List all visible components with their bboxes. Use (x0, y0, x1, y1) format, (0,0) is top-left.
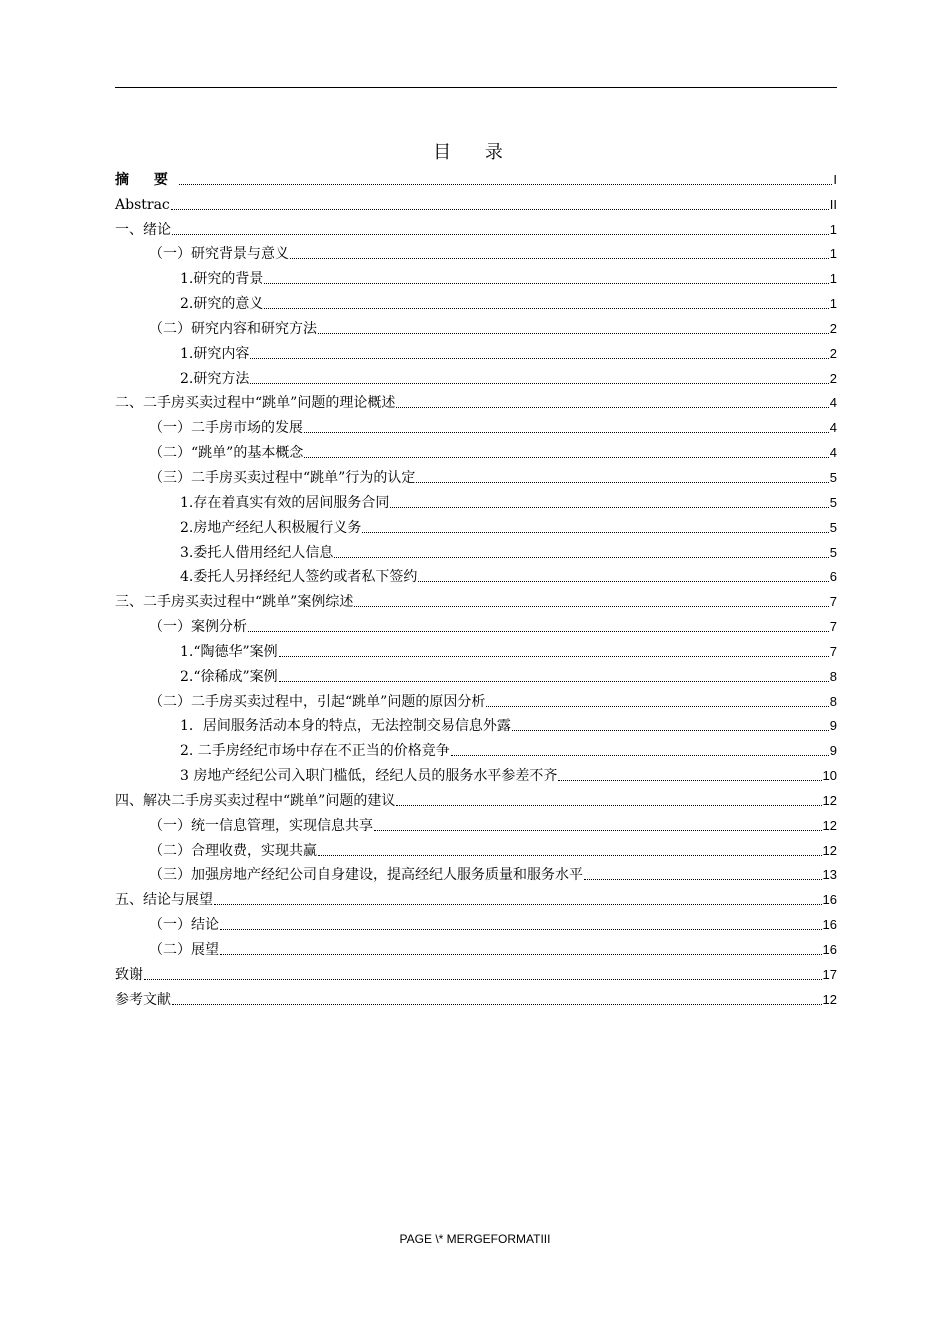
toc-entry[interactable] (115, 190, 837, 215)
toc-entry[interactable] (115, 985, 837, 1010)
toc-title: 目 录 (433, 142, 517, 163)
toc-dot-leader (220, 929, 822, 930)
toc-entry-page-number: 2 (829, 320, 837, 336)
toc-entry-page-number: I (833, 171, 837, 187)
toc-entry[interactable] (115, 488, 837, 513)
toc-dot-leader (390, 507, 828, 508)
toc-entry-title: （三）加强房地产经纪公司自身建设，提高经纪人服务质量和服务水平 (149, 867, 583, 884)
toc-entry[interactable] (115, 861, 837, 886)
toc-entry[interactable] (115, 612, 837, 637)
toc-entry-title: （一）统一信息管理，实现信息共享 (149, 817, 373, 834)
toc-entry-title: 五、结论与展望 (115, 892, 213, 909)
toc-entry-page-number: 2 (829, 370, 837, 386)
toc-dot-leader (220, 954, 822, 955)
toc-dot-leader (362, 532, 828, 533)
toc-entry-page-number: 2 (829, 345, 837, 361)
toc-entry-title: 参考文献 (115, 991, 171, 1008)
toc-dot-leader (179, 184, 833, 185)
toc-entry-title: 四、解决二手房买卖过程中“跳单”问题的建议 (115, 792, 396, 809)
toc-entry[interactable] (115, 637, 837, 662)
toc-entry[interactable] (115, 935, 837, 960)
toc-entry-title: （二）二手房买卖过程中，引起“跳单”问题的原因分析 (149, 693, 486, 710)
toc-entry-page-number: 16 (822, 892, 837, 908)
toc-entry[interactable] (115, 314, 837, 339)
toc-entry-title: （二）合理收费，实现共赢 (149, 842, 317, 859)
toc-entry[interactable] (115, 264, 837, 289)
toc-entry-page-number: 12 (822, 792, 837, 808)
toc-entry[interactable] (115, 960, 837, 985)
toc-entry[interactable] (115, 165, 837, 190)
toc-entry-title: 一、绪论 (115, 221, 171, 238)
toc-entry-page-number: 8 (829, 668, 837, 684)
toc-entry[interactable] (115, 339, 837, 364)
toc-entry-page-number: 5 (829, 469, 837, 485)
toc-dot-leader (250, 358, 828, 359)
toc-dot-leader (396, 407, 828, 408)
toc-entry-page-number: 13 (822, 867, 837, 883)
toc-entry-page-number: 1 (829, 296, 837, 312)
toc-entry-page-number: 1 (829, 246, 837, 262)
toc-entry-title: 2.研究方法 (180, 370, 250, 387)
toc-dot-leader (486, 706, 828, 707)
toc-entry-page-number: 12 (822, 991, 837, 1007)
toc-entry-page-number: 9 (829, 718, 837, 734)
toc-entry-title: （二）展望 (149, 942, 219, 958)
toc-entry-page-number: 9 (829, 743, 837, 759)
toc-entry[interactable] (115, 513, 837, 538)
toc-entry[interactable] (115, 587, 837, 612)
toc-entry[interactable] (115, 389, 837, 414)
toc-entry-title: 1.研究内容 (180, 345, 250, 362)
toc-dot-leader (290, 258, 829, 259)
toc-entry-title: 2. 二手房经纪市场中存在不正当的价格竞争 (180, 743, 450, 760)
toc-entry[interactable] (115, 736, 837, 761)
toc-entry-page-number: 12 (822, 842, 837, 858)
toc-entry-title: （一）研究背景与意义 (149, 246, 289, 263)
toc-entry-page-number: 4 (829, 445, 837, 461)
toc-entry-page-number: 5 (829, 544, 837, 560)
toc-entry[interactable] (115, 289, 837, 314)
toc-entry[interactable] (115, 364, 837, 389)
toc-entry-page-number: 5 (829, 494, 837, 510)
toc-entry-page-number: 10 (822, 768, 837, 784)
toc-dot-leader (354, 606, 828, 607)
toc-entry-title: 1.研究的背景 (180, 271, 264, 288)
toc-dot-leader (396, 805, 821, 806)
toc-entry[interactable] (115, 413, 837, 438)
toc-entry[interactable] (115, 687, 837, 712)
page-footer: PAGE \* MERGEFORMATIII (399, 1232, 551, 1246)
toc-dot-leader (171, 209, 829, 210)
toc-entry[interactable] (115, 712, 837, 737)
toc-entry-title: （三）二手房买卖过程中“跳单”行为的认定 (149, 469, 416, 486)
toc-dot-leader (416, 482, 828, 483)
toc-entry-page-number: 17 (822, 966, 837, 982)
toc-dot-leader (318, 855, 822, 856)
toc-dot-leader (264, 283, 828, 284)
toc-entry-title: 2.研究的意义 (180, 296, 264, 313)
toc-entry-page-number: 16 (822, 942, 837, 957)
toc-entry-page-number: 5 (829, 519, 837, 535)
toc-entry-title: （一）结论 (149, 917, 219, 934)
toc-entry-title: （二）“跳单”的基本概念 (149, 445, 304, 462)
header-rule (115, 87, 837, 88)
toc-entry-page-number: 16 (822, 917, 837, 933)
toc-entry[interactable] (115, 240, 837, 265)
toc-entry-title: （二）研究内容和研究方法 (149, 320, 317, 337)
toc-dot-leader (374, 830, 822, 831)
toc-dot-leader (418, 581, 828, 582)
toc-entry[interactable] (115, 836, 837, 861)
toc-entry[interactable] (115, 761, 837, 786)
toc-entry-title: 致谢 (115, 966, 143, 983)
toc-entry[interactable] (115, 910, 837, 935)
toc-entry[interactable] (115, 438, 837, 463)
toc-entry[interactable] (115, 786, 837, 811)
toc-dot-leader (144, 979, 822, 980)
toc-dot-leader (304, 432, 829, 433)
toc-dot-leader (318, 333, 829, 334)
toc-entry-title: 1.存在着真实有效的居间服务合同 (180, 494, 390, 511)
toc-entry-page-number: 8 (829, 693, 837, 709)
toc-dot-leader (172, 1004, 822, 1005)
table-of-contents (115, 165, 837, 1010)
toc-entry-title: Abstrac (115, 196, 170, 213)
toc-dot-leader (172, 234, 829, 235)
toc-dot-leader (264, 308, 828, 309)
toc-dot-leader (451, 755, 829, 756)
toc-entry-page-number: II (829, 196, 837, 212)
toc-entry-title: 二、二手房买卖过程中“跳单”问题的理论概述 (115, 395, 396, 412)
toc-entry-page-number: 4 (829, 420, 837, 436)
toc-entry[interactable] (115, 811, 837, 836)
toc-entry[interactable] (115, 662, 837, 687)
toc-entry-title: （一）二手房市场的发展 (149, 420, 303, 437)
toc-entry[interactable] (115, 563, 837, 588)
toc-entry-title: 3 房地产经纪公司入职门槛低，经纪人员的服务水平参差不齐 (180, 768, 558, 785)
toc-entry-title: 1.“陶德华”案例 (180, 643, 278, 660)
toc-entry-page-number: 7 (829, 619, 837, 635)
toc-entry-title: （一）案例分析 (149, 619, 247, 636)
toc-entry-page-number: 7 (829, 643, 837, 659)
toc-entry-page-number: 7 (829, 594, 837, 610)
toc-dot-leader (248, 631, 829, 632)
toc-entry[interactable] (115, 885, 837, 910)
toc-entry-page-number: 4 (829, 395, 837, 411)
toc-entry[interactable] (115, 463, 837, 488)
toc-entry-title: 2.房地产经纪人积极履行义务 (180, 519, 362, 536)
toc-dot-leader (558, 780, 821, 781)
toc-dot-leader (512, 730, 829, 731)
toc-dot-leader (334, 557, 828, 558)
toc-dot-leader (584, 879, 822, 880)
toc-entry-title: 4.委托人另择经纪人签约或者私下签约 (180, 569, 418, 586)
toc-entry-title: 2.“徐稀成”案例 (180, 668, 278, 685)
toc-entry-title: 摘 要 (115, 171, 178, 188)
toc-entry-page-number: 1 (829, 221, 837, 237)
toc-entry-page-number: 6 (829, 569, 837, 585)
toc-dot-leader (279, 656, 829, 657)
toc-entry-title: 3.委托人借用经纪人信息 (180, 544, 334, 561)
toc-dot-leader (250, 383, 828, 384)
toc-entry-page-number: 12 (822, 817, 837, 833)
toc-entry[interactable] (115, 215, 837, 240)
toc-dot-leader (304, 457, 828, 458)
toc-entry[interactable] (115, 538, 837, 563)
toc-dot-leader (214, 904, 822, 905)
toc-entry-title: 1．居间服务活动本身的特点，无法控制交易信息外露 (180, 718, 511, 735)
toc-dot-leader (279, 681, 829, 682)
toc-entry-page-number: 1 (829, 271, 837, 287)
toc-entry-title: 三、二手房买卖过程中“跳单”案例综述 (115, 594, 354, 611)
